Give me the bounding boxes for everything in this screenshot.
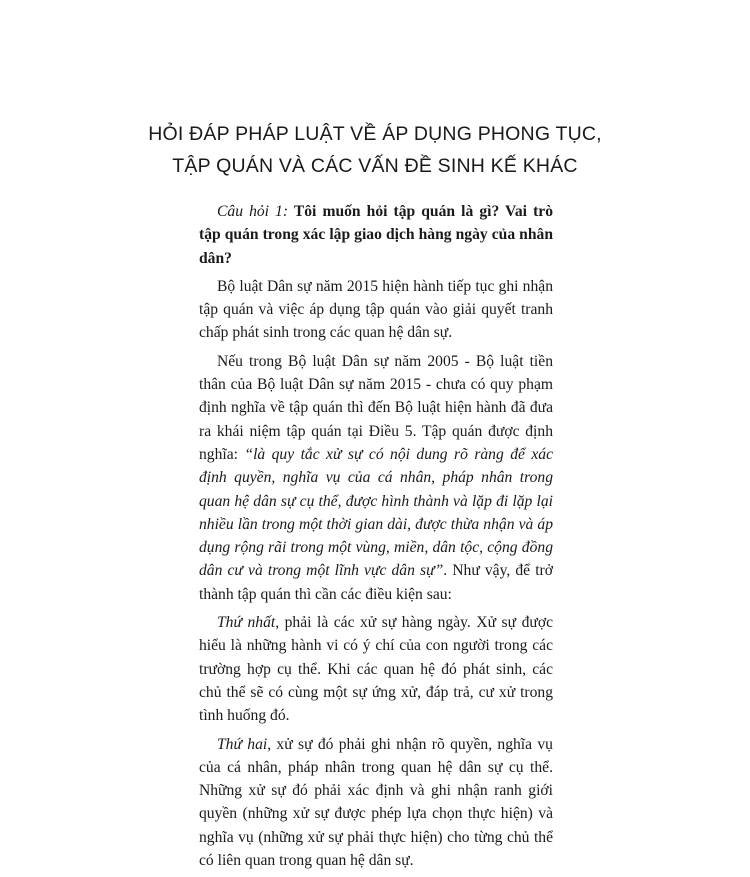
paragraph-3: [199, 611, 553, 727]
chapter-heading: [0, 118, 750, 182]
condition-2-text: , xử sự đó phải ghi nhận rõ quyền, nghĩa vụ của cá nhân, pháp nhân trong quan hệ dân sự cụ thể. Những xử sự đó phải xác định và ghi nhận ranh giới quyền (những xử sự được phép lựa chọn thực hiện) và nghĩa vụ (những xử sự phải thực hiện) cho từng chủ thể có liên quan trong quan hệ dân sự.: [199, 735, 553, 870]
question-paragraph: [199, 200, 553, 270]
condition-1-label: Thứ nhất: [217, 614, 276, 632]
question-label: Câu hỏi 1:: [217, 203, 289, 220]
paragraph-4: [199, 733, 553, 873]
page-body: [199, 200, 553, 877]
condition-1-text: , phải là các xử sự hàng ngày. Xử sự được hiểu là những hành vi có ý chí của con người trong các trường hợp cụ thể. Khi các quan hệ đó phát sinh, các chủ thể sẽ có cùng một sự ứng xử, đáp trả, cư xử trong tình huống đó.: [199, 614, 553, 725]
paragraph-2-conclusion: . Như vậy, để trở thành tập quán thì cần các điều kiện sau:: [199, 562, 553, 603]
heading-line-1: HỎI ĐÁP PHÁP LUẬT VỀ ÁP DỤNG PHONG TỤC,: [148, 123, 602, 145]
condition-2-label: Thứ hai: [217, 735, 268, 753]
question-text: Tôi muốn hỏi tập quán là gì? Vai trò tập quán trong xác lập giao dịch hàng ngày của nhân dân?: [199, 203, 553, 267]
paragraph-2-intro: Nếu trong Bộ luật Dân sự năm 2005 - Bộ luật tiền thân của Bộ luật Dân sự năm 2015 - chưa có quy phạm định nghĩa về tập quán thì đến Bộ luật hiện hành đã đưa ra khái niệm tập quán tại Điều 5. Tập quán được định nghĩa:: [199, 352, 553, 463]
heading-line-2: TẬP QUÁN VÀ CÁC VẤN ĐỀ SINH KẾ KHÁC: [172, 155, 578, 177]
paragraph-1: Bộ luật Dân sự năm 2015 hiện hành tiếp tục ghi nhận tập quán và việc áp dụng tập quán vào giải quyết tranh chấp phát sinh trong các quan hệ dân sự.: [199, 277, 553, 342]
definition-quote: “là quy tắc xử sự có nội dung rõ ràng để xác định quyền, nghĩa vụ của cá nhân, pháp nhân trong quan hệ dân sự cụ thể, được hình thành và lặp đi lặp lại nhiều lần trong một thời gian dài, được thừa nhận và áp dụng rộng rãi trong một vùng, miền, dân tộc, cộng đồng dân cư và trong một lĩnh vực dân sự”: [199, 445, 553, 580]
paragraph-2: [199, 350, 553, 606]
